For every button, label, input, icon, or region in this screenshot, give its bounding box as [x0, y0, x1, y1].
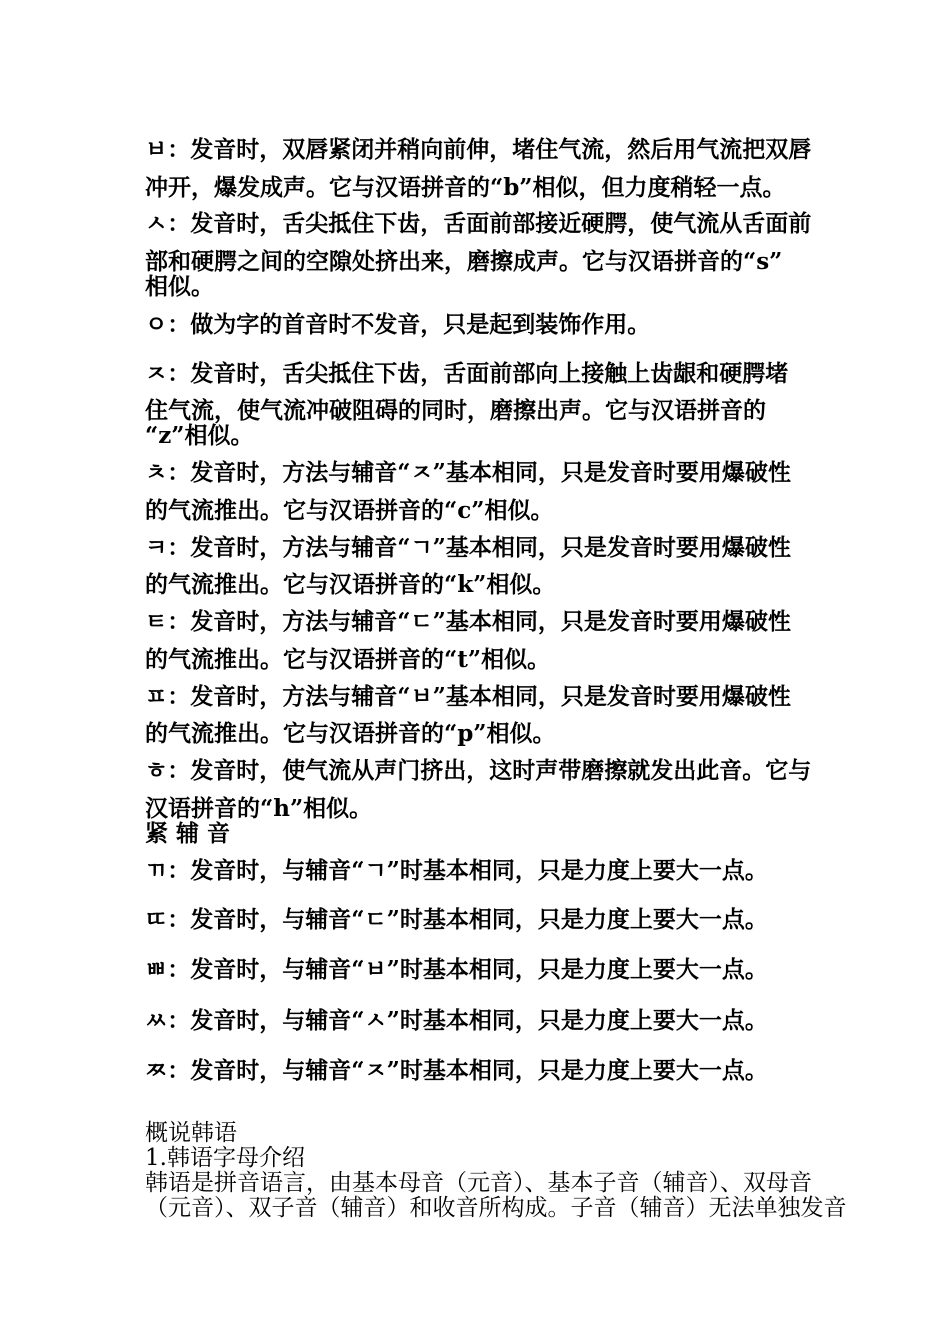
tense-consonant-pp: ㅃ：发音时，与辅音“ㅂ”时基本相同，只是力度上要大一点。	[145, 956, 768, 983]
consonant-s-line-2: 部和硬腭之间的空隙处挤出来，磨擦成声。它与汉语拼音的“s”	[145, 248, 783, 275]
consonant-s-line-1: ㅅ：发音时，舌尖抵住下齿，舌面前部接近硬腭，使气流从舌面前	[145, 210, 812, 237]
consonant-j-line-1: ㅈ：发音时，舌尖抵住下齿，舌面前部向上接触上齿龈和硬腭堵	[145, 360, 789, 387]
overview-subtitle: 1.韩语字母介绍	[145, 1145, 305, 1171]
consonant-k-line-2: 的气流推出。它与汉语拼音的“k”相似。	[145, 571, 556, 598]
overview-body-line-2: （元音）、双子音（辅音）和收音所构成。子音（辅音）无法单独发音	[145, 1195, 847, 1221]
consonant-p-line-1: ㅍ：发音时，方法与辅音“ㅂ”基本相同，只是发音时要用爆破性	[145, 683, 791, 710]
consonant-h-line-1: ㅎ：发音时，使气流从声门挤出，这时声带磨擦就发出此音。它与	[145, 757, 812, 784]
tense-consonants-heading: 紧 辅 音	[145, 820, 231, 847]
consonant-b-line-1: ㅂ：发音时，双唇紧闭并稍向前伸，堵住气流，然后用气流把双唇	[145, 136, 812, 163]
consonant-t-line-1: ㅌ：发音时，方法与辅音“ㄷ”基本相同，只是发音时要用爆破性	[145, 608, 791, 635]
consonant-s-line-3: 相似。	[145, 273, 214, 300]
consonant-ng-line-1: ㅇ：做为字的首音时不发音，只是起到装饰作用。	[145, 311, 651, 338]
overview-title: 概说韩语	[145, 1120, 237, 1146]
consonant-ch-line-1: ㅊ：发音时，方法与辅音“ㅈ”基本相同，只是发音时要用爆破性	[145, 459, 791, 486]
consonant-h-line-2: 汉语拼音的“h”相似。	[145, 795, 373, 822]
tense-consonant-tt: ㄸ：发音时，与辅音“ㄷ”时基本相同，只是力度上要大一点。	[145, 906, 768, 933]
consonant-b-line-2: 冲开，爆发成声。它与汉语拼音的“b”相似，但力度稍轻一点。	[145, 174, 786, 201]
tense-consonant-kk: ㄲ：发音时，与辅音“ㄱ”时基本相同，只是力度上要大一点。	[145, 857, 768, 884]
tense-consonant-ss: ㅆ：发音时，与辅音“ㅅ”时基本相同，只是力度上要大一点。	[145, 1007, 768, 1034]
tense-consonant-jj: ㅉ：发音时，与辅音“ㅈ”时基本相同，只是力度上要大一点。	[145, 1057, 768, 1084]
consonant-j-line-2: 住气流，使气流冲破阻碍的同时，磨擦出声。它与汉语拼音的	[145, 397, 766, 424]
consonant-t-line-2: 的气流推出。它与汉语拼音的“t”相似。	[145, 646, 551, 673]
consonant-k-line-1: ㅋ：发音时，方法与辅音“ㄱ”基本相同，只是发音时要用爆破性	[145, 534, 791, 561]
consonant-j-line-3: “z”相似。	[145, 422, 254, 449]
overview-body-line-1: 韩语是拼音语言，由基本母音（元音）、基本子音（辅音）、双母音	[145, 1170, 812, 1196]
consonant-ch-line-2: 的气流推出。它与汉语拼音的“c”相似。	[145, 497, 554, 524]
consonant-p-line-2: 的气流推出。它与汉语拼音的“p”相似。	[145, 720, 556, 747]
